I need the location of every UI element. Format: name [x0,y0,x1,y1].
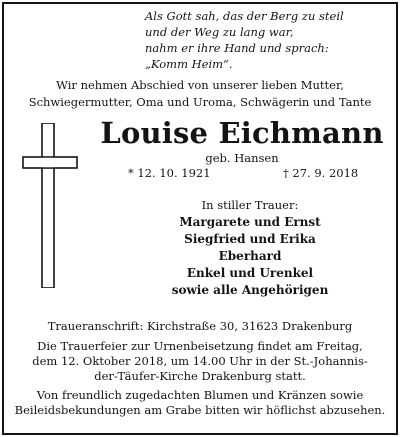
funeral-line: Die Trauerfeier zur Urnenbeisetzung findet am Freitag, [37,339,363,353]
mourning-address: Traueranschrift: Kirchstraße 30, 31623 Drakenburg [47,319,353,333]
poem-line: „Komm Heim“. [145,57,233,71]
intro-line: Wir nehmen Abschied von unserer lieben Mutter, [56,78,344,92]
mourner-name: Enkel und Urenkel [186,266,314,280]
funeral-line: dem 12. Oktober 2018, um 14.00 Uhr in der St.-Johannis- [32,354,368,368]
mourner-name: Margarete und Ernst [179,215,321,229]
mourner-name: Siegfried und Erika [184,232,316,246]
intro-text [6,77,394,111]
funeral-line: der-Täufer-Kirche Drakenburg statt. [94,369,306,383]
poem-line: Als Gott sah, das der Berg zu steil [145,9,344,23]
poem [145,8,385,72]
flowers-line: Beileidsbekundungen am Grabe bitten wir höflichst abzusehen. [14,403,386,417]
poem-line: nahm er ihre Hand und sprach: [145,41,329,55]
cross-icon [22,123,78,288]
poem-line: und der Weg zu lang war, [145,25,294,39]
death-date: † 27. 9. 2018 [283,166,359,180]
mourning-heading: In stiller Trauer: [201,198,299,212]
birth-date: * 12. 10. 1921 [128,166,211,180]
mourner-name: sowie alle Angehörigen [171,283,329,297]
mourners-list [100,214,400,299]
flowers-line: Von freundlich zugedachten Blumen und Kränzen sowie [36,388,364,402]
maiden-name: geb. Hansen [205,151,279,165]
deceased-name: Louise Eichmann [100,116,384,150]
flowers-request [6,388,394,418]
funeral-details [6,339,394,384]
intro-line: Schwiegermutter, Oma und Uroma, Schwägerin und Tante [28,95,372,109]
mourner-name: Eberhard [218,249,282,263]
